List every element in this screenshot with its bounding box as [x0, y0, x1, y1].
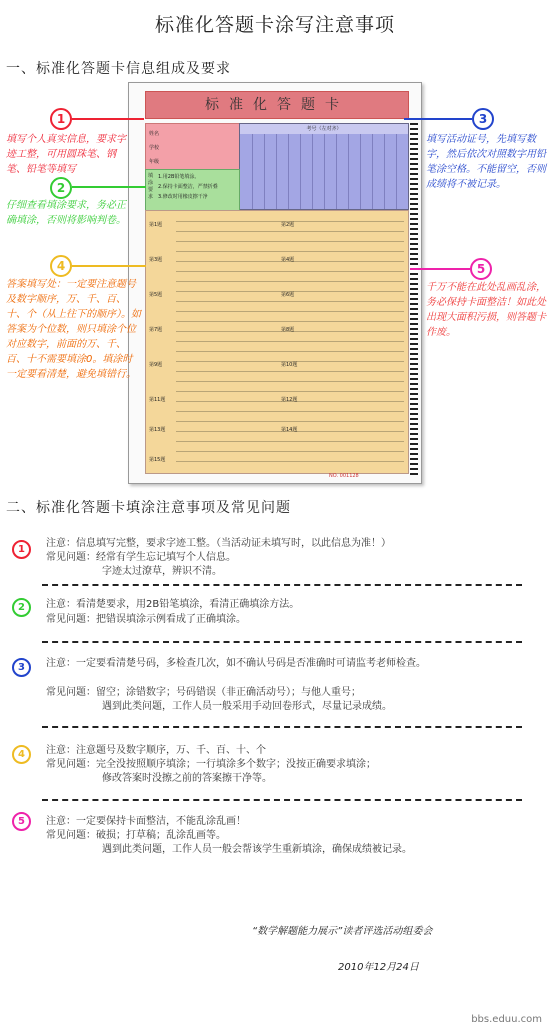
grid-line — [176, 351, 404, 352]
question-label: 第2题 — [281, 222, 295, 228]
grid-line — [176, 371, 404, 372]
grid-line — [176, 381, 404, 382]
example-line-3: 3.修改时用橡皮擦干净 — [158, 194, 208, 200]
grid-line — [176, 311, 404, 312]
footer-date: 2010年12月24日 — [338, 962, 419, 973]
item-1-line-2: 常见问题：经常有学生忘记填写个人信息。 — [46, 552, 236, 563]
example-line-2: 2.保持卡面整洁，严禁折叠 — [158, 184, 218, 190]
section1-title: 一、标准化答题卡信息组成及要求 — [6, 61, 231, 77]
item-5-line-1: 注意：一定要保持卡面整洁，不能乱涂乱画！ — [46, 816, 246, 827]
example-side-label: 填涂要求 — [148, 173, 154, 200]
exam-grid-line — [336, 134, 337, 209]
exam-number-box — [239, 123, 409, 210]
question-label: 第12题 — [281, 397, 298, 403]
marker-5: 5 — [470, 258, 492, 280]
site-watermark: bbs.eduu.com — [471, 1014, 542, 1025]
item-3-line-1: 注意：一定要看清楚号码，多检查几次，如不确认号码是否准确时可请监考老师检查。 — [46, 658, 426, 669]
leader-line-2 — [72, 186, 146, 188]
question-label: 第14题 — [281, 427, 298, 433]
grid-line — [176, 251, 404, 252]
marker-1: 1 — [50, 108, 72, 130]
question-label: 第10题 — [281, 362, 298, 368]
grid-line — [176, 281, 404, 282]
note-1: 填写个人真实信息，要求字迹工整，可用圆珠笔、钢笔、铅笔等填写 — [6, 134, 126, 175]
item-3-line-2: 常见问题：留空；涂错数字；号码错误（非正确活动号）；与他人重号； — [46, 687, 361, 698]
leader-line-4 — [72, 265, 146, 267]
note-4: 答案填写处：一定要注意题号及数字顺序，万、千、百、十、个（从上往下的顺序）。如答案为个位数，则只填涂个位对应数字，前面的万、千、百、十不需要填涂0。填涂时一定要看清楚，避免填错行。 — [6, 279, 141, 380]
question-label: 第1题 — [149, 222, 163, 228]
item-4-line-3: 修改答案时没擦之前的答案擦干净等。 — [102, 773, 272, 784]
grid-line — [176, 231, 404, 232]
exam-grid-line — [276, 134, 277, 209]
item-2-line-1: 注意：看清楚要求，用2B铅笔填涂，看清正确填涂方法。 — [46, 599, 300, 610]
marker-2: 2 — [50, 177, 72, 199]
exam-grid-line — [348, 134, 349, 209]
question-label: 第9题 — [149, 362, 163, 368]
grid-line — [176, 321, 404, 322]
item-2-line-2: 常见问题：把错误填涂示例看成了正确填涂。 — [46, 614, 246, 625]
item-number-2: 2 — [12, 598, 31, 617]
example-line-1: 1.用2B铅笔填涂。 — [158, 174, 200, 180]
item-1-line-1: 注意：信息填写完整，要求字迹工整。（当活动证未填写时，以此信息为准！） — [46, 538, 391, 549]
serial-number: NO. 001128 — [329, 473, 359, 479]
info-label-school: 学校 — [149, 145, 160, 151]
leader-line-5 — [410, 268, 470, 270]
marker-3: 3 — [472, 108, 494, 130]
item-1-line-3: 字迹太过潦草，辨识不清。 — [102, 566, 222, 577]
grid-line — [176, 411, 404, 412]
item-5-line-3: 遇到此类问题，工作人员一般会帮该学生重新填涂，确保成绩被记录。 — [102, 844, 412, 855]
divider — [42, 584, 522, 586]
exam-grid-line — [300, 134, 301, 209]
divider — [42, 726, 522, 728]
question-label: 第7题 — [149, 327, 163, 333]
note-5: 千万不能在此处乱画乱涂，务必保持卡面整洁！如此处出现大面积污损，则答题卡作废。 — [426, 282, 546, 338]
exam-grid-line — [324, 134, 325, 209]
marker-4: 4 — [50, 255, 72, 277]
info-box — [145, 123, 240, 171]
exam-grid-line — [372, 134, 373, 209]
question-label: 第5题 — [149, 292, 163, 298]
answer-area — [145, 210, 409, 474]
page-title: 标准化答题卡涂写注意事项 — [154, 14, 395, 36]
grid-line — [176, 341, 404, 342]
question-label: 第4题 — [281, 257, 295, 263]
item-number-3: 3 — [12, 658, 31, 677]
exam-grid-line — [384, 134, 385, 209]
item-number-4: 4 — [12, 745, 31, 764]
grid-line — [176, 391, 404, 392]
grid-line — [176, 421, 404, 422]
divider — [42, 641, 522, 643]
exam-grid-line — [252, 134, 253, 209]
exam-grid-line — [288, 134, 289, 209]
answer-card-image — [128, 82, 422, 484]
exam-number-header: 考号（左对齐） — [240, 124, 408, 134]
item-4-line-2: 常见问题：完全没按照顺序填涂；一行填涂多个数字；没按正确要求填涂； — [46, 759, 376, 770]
leader-line-1 — [72, 118, 144, 120]
info-label-name: 姓名 — [149, 131, 160, 137]
grid-line — [176, 271, 404, 272]
divider — [42, 799, 522, 801]
question-label: 第6题 — [281, 292, 295, 298]
exam-grid-line — [360, 134, 361, 209]
item-number-5: 5 — [12, 812, 31, 831]
grid-line — [176, 451, 404, 452]
grid-line — [176, 461, 404, 462]
leader-line-3 — [404, 118, 472, 120]
question-label: 第8题 — [281, 327, 295, 333]
filling-example-box — [145, 169, 240, 211]
timing-marks — [410, 123, 418, 475]
question-label: 第3题 — [149, 257, 163, 263]
item-number-1: 1 — [12, 540, 31, 559]
note-2: 仔细查看填涂要求，务必正确填涂，否则将影响判卷。 — [6, 200, 126, 226]
item-4-line-1: 注意：注意题号及数字顺序，万、千、百、十、个 — [46, 745, 266, 756]
question-label: 第13题 — [149, 427, 166, 433]
grid-line — [176, 441, 404, 442]
question-label: 第15题 — [149, 457, 166, 463]
item-5-line-2: 常见问题：破损；打草稿；乱涂乱画等。 — [46, 830, 226, 841]
exam-grid-line — [396, 134, 397, 209]
info-label-grade: 年级 — [149, 159, 160, 165]
note-3: 填写活动证号，先填写数字，然后依次对照数字用铅笔涂空格。不能留空，否则成绩将不被记录。 — [426, 134, 546, 190]
footer-organizer: “数学解题能力展示”读者评选活动组委会 — [252, 926, 433, 937]
item-3-line-3: 遇到此类问题，工作人员一般采用手动回卷形式，尽量记录成绩。 — [102, 701, 392, 712]
exam-grid-line — [264, 134, 265, 209]
grid-line — [176, 301, 404, 302]
card-title: 标准化答题卡 — [145, 91, 409, 119]
grid-line — [176, 241, 404, 242]
question-label: 第11题 — [149, 397, 166, 403]
exam-grid-line — [312, 134, 313, 209]
section2-title: 二、标准化答题卡填涂注意事项及常见问题 — [6, 500, 291, 516]
